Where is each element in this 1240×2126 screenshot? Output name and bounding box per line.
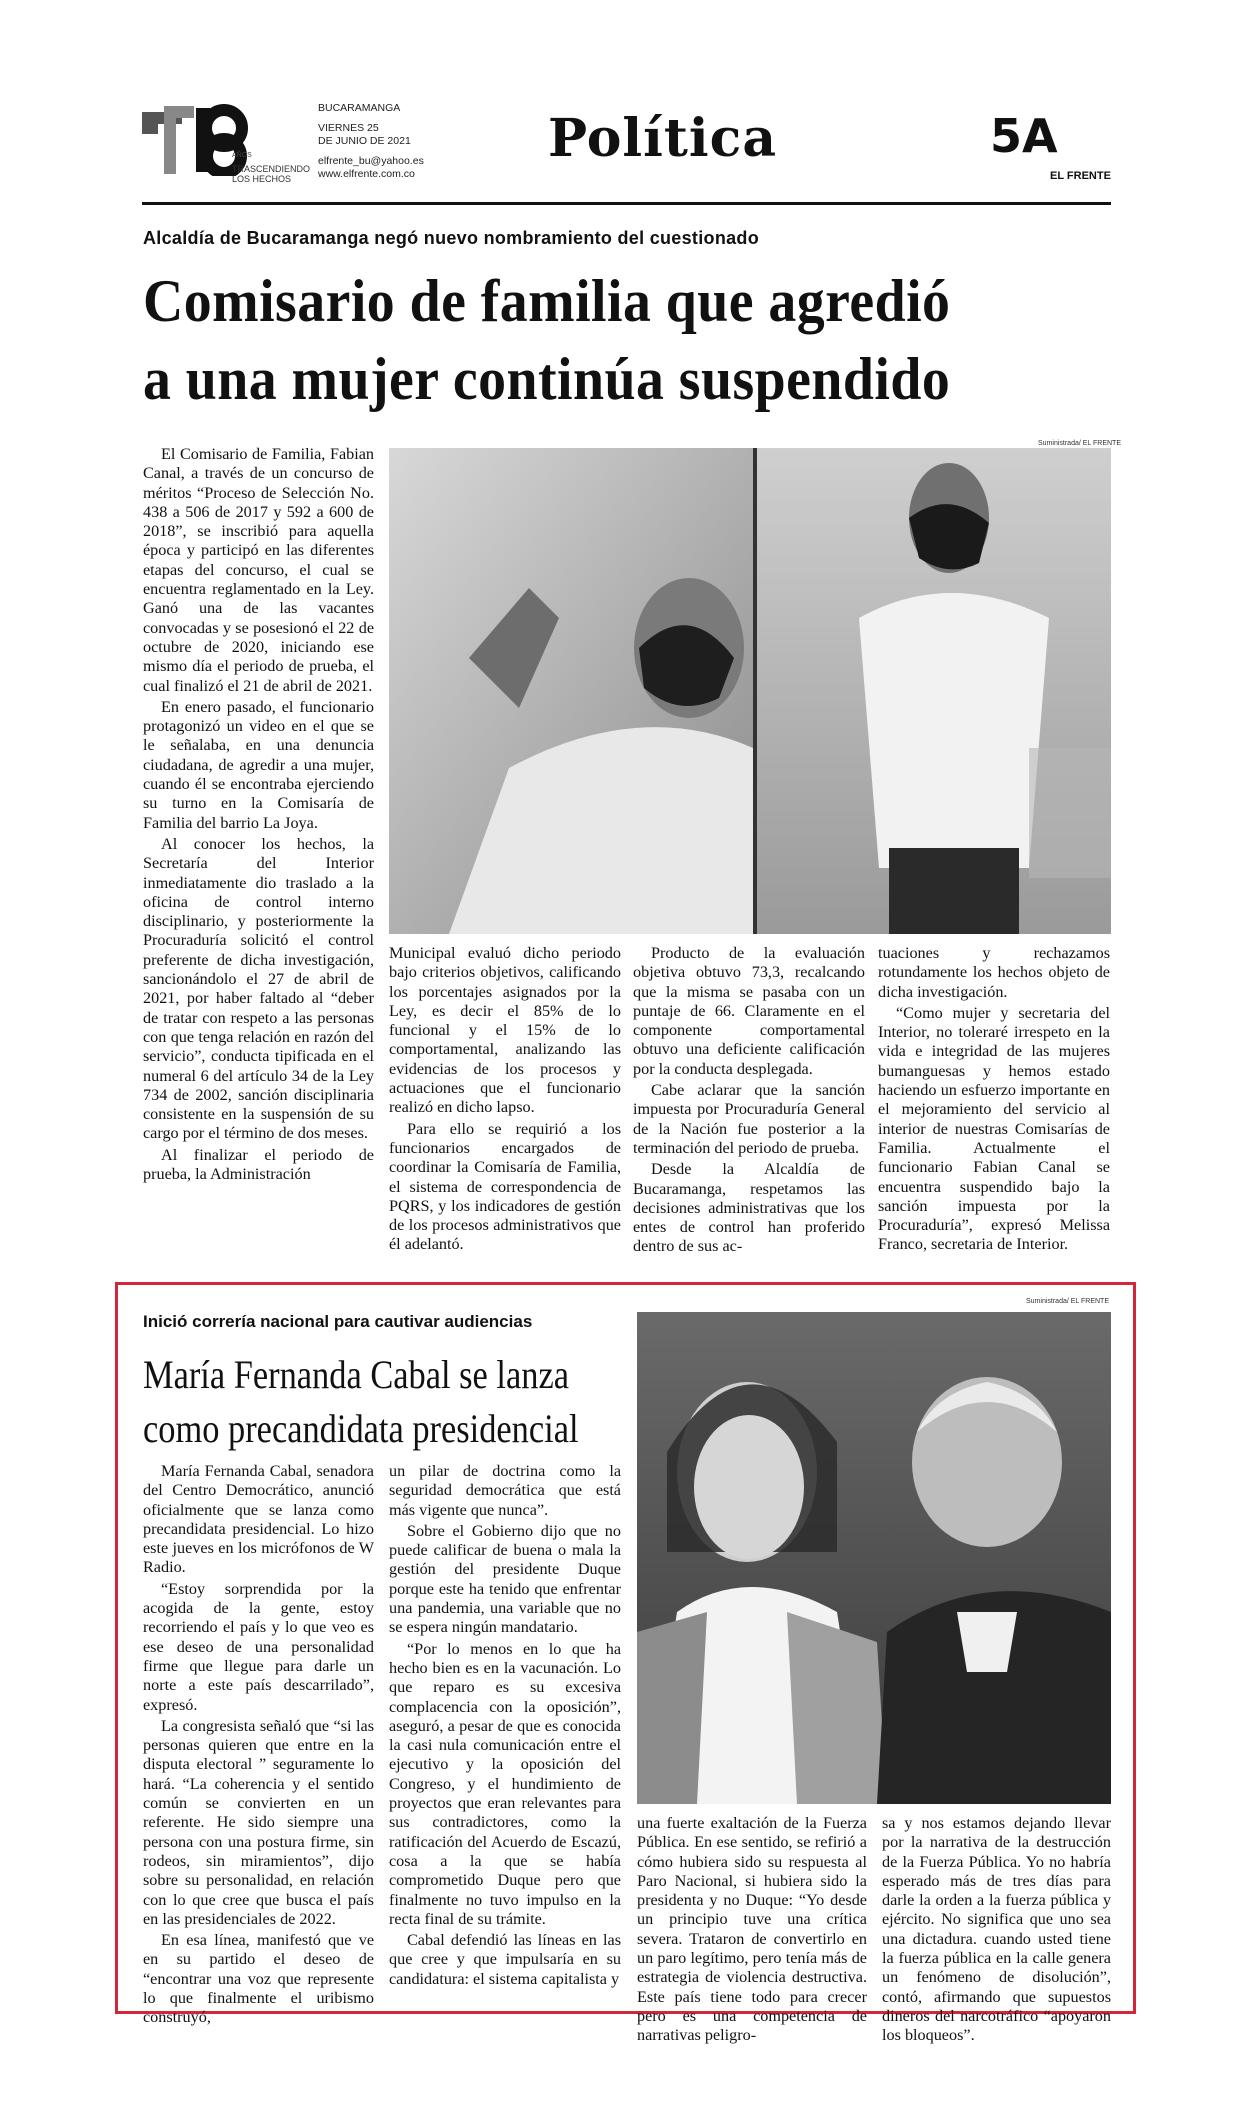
story1-col1-p1: El Comisario de Familia, Fabian Canal, a través de un concurso de méritos “Proceso de Selección No. 438 a 506 de 2017 y 592 a 600 de 2018”, se inscribió para aquella época y participó en las diferentes etapas del concurso, el cual se encuentra reglamentado en la Ley. Ganó una de las vacantes convocadas y se posesionó el 22 de octubre de 2020, iniciando ese mismo día el periodo de prueba, el cual finalizó el 21 de abril de 2021.	[143, 445, 374, 695]
page-brand: EL FRENTE	[1050, 170, 1111, 182]
story2-col2-p3: “Por lo menos en lo que ha hecho bien es en la vacunación. Lo que reparo es su excesiva complacencia con la oposición”, aseguró, a pesar de que es conocida la casi nula comunicación entre el ejecutivo y la oposición del Congreso, y el hundimiento de proyectos que eran relevantes para sus contradictores, como la ratificación del Acuerdo de Escazú, cosa a la que se había comprometido Duque pero que finalmente no tuvo impulso en la recta final de su trámite.	[389, 1639, 621, 1928]
story2-col2-p1: un pilar de doctrina como la seguridad democrática que está más vigente que nunca”.	[389, 1462, 621, 1519]
story2-col1-p2: “Estoy sorprendida por la acogida de la gente, estoy recorriendo el país y lo que veo es ese deseo de una personalidad firme que llegue para darle un norte a este país descarrilado”, expresó.	[143, 1579, 374, 1714]
story2-col1-p3: La congresista señaló que “si las personas quieren que entre en la disputa electoral ” seguramente lo hará. “La coherencia y el sentido común se convierten en un referente. He sido siempre una persona con una postura firme, sin rodeos, sin miramientos”, dijo sobre su personalidad, en relación con lo que cree que busca el país en las presidenciales de 2022.	[143, 1716, 374, 1928]
story1-col3-p1: Producto de la evaluación objetiva obtuvo 73,3, recalcando que la misma se pasaba con un puntaje de 66. Claramente en el componente comportamental obtuvo una deficiente calificación por la conducta desplegada.	[633, 944, 865, 1078]
story1-photo	[389, 448, 1111, 934]
story1-kicker: Alcaldía de Bucaramanga negó nuevo nombramiento del cuestionado	[143, 228, 760, 248]
story1-photo-credit: Suministrada/ EL FRENTE	[1038, 440, 1121, 447]
story1-col1-p2: En enero pasado, el funcionario protagonizó un video en el que se le señalaba, en una denuncia ciudadana, de agredir a una mujer, cuando él se encontraba ejerciendo su turno en la Comisaría de Familia del barrio La Joya.	[143, 697, 374, 832]
story1-col2-p2: Para ello se requirió a los funcionarios encargados de coordinar la Comisaría de Familia, el sistema de correspondencia de PQRS, y los indicadores de gestión de los procesos administrativos que él adelantó.	[389, 1119, 621, 1254]
page-number: 5A	[990, 109, 1058, 163]
logo-slogan-line2: LOS HECHOS	[232, 174, 292, 184]
story2-col2-p4: Cabal defendió las líneas en las que cree y que impulsaría en su candidatura: el sistema capitalista y	[389, 1931, 621, 1988]
logo-slogan	[232, 164, 310, 184]
logo-years-label: AÑOS	[232, 152, 252, 159]
story1-column-3	[633, 944, 865, 1259]
story2-col3-p1: una fuerte exaltación de la Fuerza Pública. En ese sentido, se refirió a cómo hubiera sido su respuesta al Paro Nacional, si hubiera sido la presidenta y no Duque: “Yo desde un principio tuve una crítica severa. Trataron de convertirlo en un paro legítimo, pero tenía más de estrategia de violencia destructiva. Este país tiene todo para crecer pero es una competencia de narrativas peligro-	[637, 1814, 867, 2045]
story1-col4-p2: “Como mujer y secretaria del Interior, no toleraré irrespeto en la vida e integridad de las mujeres bumanguesas y hemos estado haciendo un esfuerzo importante en el mejoramiento del servicio al interior de nuestras Comisarías de Familia. Actualmente el funcionario Fabian Canal se encuentra suspendido bajo la sanción impuesta por la Procuraduría”, expresó Melissa Franco, secretaria de Interior.	[878, 1003, 1110, 1254]
story1-headline-line1: Comisario de familia que agredió	[143, 268, 951, 334]
story1-col1-p4: Al finalizar el periodo de prueba, la Administración	[143, 1145, 374, 1183]
photo-placeholder-icon	[389, 448, 1111, 934]
story2-kicker: Inició correría nacional para cautivar audiencias	[143, 1312, 533, 1331]
website-link[interactable]: www.elfrente.com.co	[318, 168, 415, 180]
story2-column-3	[637, 1814, 867, 2048]
story1-column-2	[389, 944, 621, 1257]
story2-col2-p2: Sobre el Gobierno dijo que no puede calificar de buena o mala la gestión del presidente Duque porque este ha tenido que enfrentar una pandemia, una variable que no se espera ningún mandatario.	[389, 1521, 621, 1637]
story1-col4-p1: tuaciones y rechazamos rotundamente los hechos objeto de dicha investigación.	[878, 944, 1110, 1001]
story2-column-2	[389, 1462, 621, 1991]
story1-column-1	[143, 445, 374, 1186]
section-title: Política	[548, 108, 778, 169]
story1-headline-line2: a una mujer continúa suspendido	[143, 346, 951, 412]
story2-headline	[143, 1348, 590, 1456]
date-line1: VIERNES 25	[318, 122, 379, 134]
story2-headline-line1: María Fernanda Cabal se lanza	[143, 1352, 569, 1397]
city-label: BUCARAMANGA	[318, 102, 401, 114]
date-line2: DE JUNIO DE 2021	[318, 135, 411, 147]
story2-headline-line2: como precandidata presidencial	[143, 1406, 579, 1451]
masthead-rule	[142, 202, 1111, 205]
story1-col3-p2: Cabe aclarar que la sanción impuesta por Procuraduría General de la Nación fue posterior a la terminación del periodo de prueba.	[633, 1081, 865, 1157]
masthead-meta	[318, 102, 424, 181]
logo-slogan-line1: TRASCENDIENDO	[232, 164, 311, 174]
story1-headline	[143, 262, 1054, 418]
story1-col1-p3: Al conocer los hechos, la Secretaría del Interior inmediatamente dio traslado a la oficina de control interno disciplinario, y posteriormente la Procuraduría solicitó el control preferente de dicha investigación, sancionándolo el 27 de abril de 2021, por haber faltado al “deber de tratar con respeto a las personas con que tenga relación en razón del servicio”, conducta tipificada en el numeral 6 del artículo 34 de la Ley 734 de 2002, sanción disciplinaria consistente en la suspensión de su cargo por el término de dos meses.	[143, 834, 374, 1143]
story2-column-1	[143, 1462, 374, 2030]
story2-photo-credit: Suministrada/ EL FRENTE	[1026, 1298, 1109, 1305]
story2-col4-p1: sa y nos estamos dejando llevar por la narrativa de la destrucción de la Fuerza Pública. Yo no habría esperado más de tres días para darle la orden a la fuerza pública y ejército. No significa que uno sea una dictadura. cuando usted tiene la fuerza pública en la calle genera un fenómeno de disolución”, contó, afirmando que supuestos dineros del narcotráfico “apoyaron los bloqueos”.	[882, 1814, 1111, 2045]
photo-placeholder-icon	[637, 1312, 1111, 1804]
story1-col3-p3: Desde la Alcaldía de Bucaramanga, respetamos las decisiones administrativas que los entes de control han proferido dentro de sus ac-	[633, 1160, 865, 1256]
story2-photo	[637, 1312, 1111, 1804]
story1-column-4	[878, 944, 1110, 1257]
story1-col2-p1: Municipal evaluó dicho periodo bajo criterios objetivos, calificando los porcentajes asignados por la Ley, es decir el 85% de lo funcional y el 15% de lo comportamental, analizando las evidencias de los procesos y actuaciones que el funcionario realizó en dicho lapso.	[389, 944, 621, 1117]
story2-col1-p4: En esa línea, manifestó que ve en su partido el deseo de “encontrar una voz que represente lo que finalmente el uribismo construyó,	[143, 1931, 374, 2027]
story2-col1-p1: María Fernanda Cabal, senadora del Centro Democrático, anunció oficialmente que se lanza como precandidata presidencial. Lo hizo este jueves en los micrófonos de W Radio.	[143, 1462, 374, 1577]
email-link[interactable]: elfrente_bu@yahoo.es	[318, 155, 424, 167]
story2-column-4	[882, 1814, 1111, 2048]
